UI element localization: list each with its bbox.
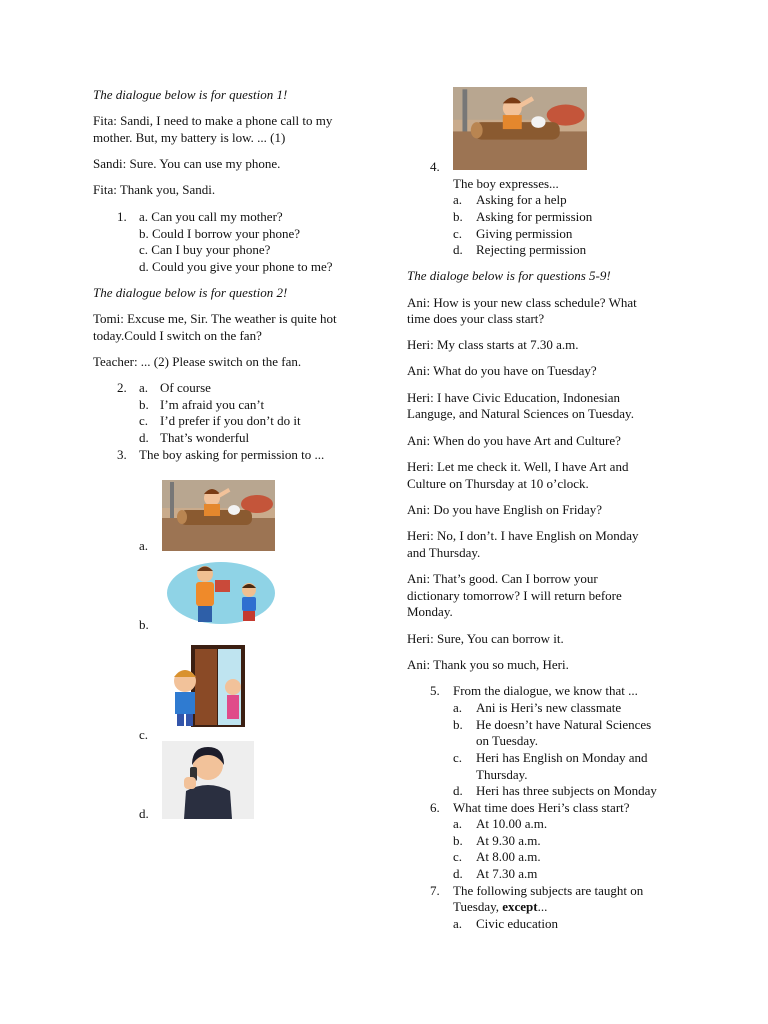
question-4-letter: b. [453, 209, 463, 224]
question-3-letter: d. [139, 806, 149, 821]
question-5-option: on Tuesday. [476, 733, 539, 748]
question-6-letter: d. [453, 866, 463, 881]
question-6-number: 6. [430, 800, 440, 815]
question-5-number: 5. [430, 683, 440, 698]
phone-call-illustration [162, 741, 254, 819]
question-3-number: 3. [117, 447, 127, 462]
question-4-letter: d. [453, 242, 463, 257]
question-7-text-pre: Tuesday, [453, 899, 503, 914]
question-4-letter: a. [453, 192, 463, 207]
question-6-letter: a. [453, 816, 463, 831]
question-3-letter: a. [139, 538, 149, 553]
question-6-letter: c. [453, 849, 463, 864]
question-2-option: That’s wonderful [160, 430, 250, 445]
dialogue-3-line: Ani: When do you have Art and Culture? [407, 433, 621, 448]
dialogue-3-line: Ani: Thank you so much, Heri. [407, 657, 569, 672]
question-7-text: The following subjects are taught on [453, 883, 644, 898]
question-2-letter: d. [139, 430, 149, 445]
door-knock-illustration [163, 643, 249, 729]
dialogue-3-line: dictionary tomorrow? I will return before [407, 588, 622, 603]
question-3-letter: b. [139, 617, 149, 632]
flood-boy-illustration [453, 87, 587, 170]
question-7-text-post: ... [537, 899, 548, 914]
question-6-option: At 9.30 a.m. [476, 833, 541, 848]
question-7-except: except [502, 899, 538, 914]
question-2-letter: a. [139, 380, 149, 395]
dialogue-3-line: Heri: Let me check it. Well, I have Art and [407, 459, 629, 474]
question-2-option: I’d prefer if you don’t do it [160, 413, 301, 428]
dialogue-1-line: Fita: Thank you, Sandi. [93, 182, 216, 197]
question-2-letter: b. [139, 397, 149, 412]
question-6-option: At 7.30 a.m [476, 866, 538, 881]
question-1-option: d. Could you give your phone to me? [139, 259, 333, 274]
dialogue-3-line: Heri: My class starts at 7.30 a.m. [407, 337, 579, 352]
book-exchange-illustration [165, 560, 278, 626]
dialogue-2-heading: The dialogue below is for question 2! [93, 285, 288, 300]
question-4-option: Rejecting permission [476, 242, 587, 257]
dialogue-3-line: and Thursday. [407, 545, 481, 560]
dialogue-3-line: Heri: No, I don’t. I have English on Monday [407, 528, 639, 543]
dialogue-3-line: Heri: I have Civic Education, Indonesian [407, 390, 620, 405]
question-4-letter: c. [453, 226, 463, 241]
question-5-option: Heri has English on Monday and [476, 750, 648, 765]
question-4-text: The boy expresses... [453, 176, 559, 191]
question-5-letter: d. [453, 783, 463, 798]
dialogue-2-line: Tomi: Excuse me, Sir. The weather is quite hot [93, 311, 337, 326]
dialogue-3-line: time does your class start? [407, 311, 545, 326]
question-5-letter: c. [453, 750, 463, 765]
question-3-text: The boy asking for permission to ... [139, 447, 325, 462]
dialogue-3-line: Languge, and Natural Sciences on Tuesday. [407, 406, 634, 421]
question-3-letter: c. [139, 727, 149, 742]
dialogue-3-line: Ani: How is your new class schedule? What [407, 295, 637, 310]
question-7-letter: a. [453, 916, 463, 931]
question-5-option: Thursday. [476, 767, 528, 782]
question-1-number: 1. [117, 209, 127, 224]
question-5-letter: a. [453, 700, 463, 715]
question-6-text: What time does Heri’s class start? [453, 800, 630, 815]
question-4-option: Asking for a help [476, 192, 567, 207]
dialogue-3-line: Culture on Thursday at 10 o’clock. [407, 476, 589, 491]
question-5-option: Heri has three subjects on Monday [476, 783, 657, 798]
question-7-option: Civic education [476, 916, 558, 931]
dialogue-3-line: Ani: Do you have English on Friday? [407, 502, 602, 517]
question-5-letter: b. [453, 717, 463, 732]
dialogue-2-line: Teacher: ... (2) Please switch on the fan. [93, 354, 302, 369]
dialogue-3-heading: The dialoge below is for questions 5-9! [407, 268, 611, 283]
question-4-option: Asking for permission [476, 209, 593, 224]
dialogue-3-line: Ani: What do you have on Tuesday? [407, 363, 597, 378]
question-6-letter: b. [453, 833, 463, 848]
question-5-text: From the dialogue, we know that ... [453, 683, 638, 698]
dialogue-3-line: Heri: Sure, You can borrow it. [407, 631, 564, 646]
dialogue-1-line: Fita: Sandi, I need to make a phone call to my [93, 113, 333, 128]
question-1-option: b. Could I borrow your phone? [139, 226, 301, 241]
question-1-option: a. Can you call my mother? [139, 209, 283, 224]
question-7-text [453, 899, 547, 916]
question-6-option: At 8.00 a.m. [476, 849, 541, 864]
question-2-letter: c. [139, 413, 149, 428]
question-2-option: Of course [160, 380, 211, 395]
question-7-number: 7. [430, 883, 440, 898]
dialogue-2-line: today.Could I switch on the fan? [93, 328, 262, 343]
dialogue-1-heading: The dialogue below is for question 1! [93, 87, 288, 102]
question-4-number: 4. [430, 159, 440, 174]
dialogue-1-line: mother. But, my battery is low. ... (1) [93, 130, 286, 145]
question-5-option: He doesn’t have Natural Sciences [476, 717, 652, 732]
question-1-option: c. Can I buy your phone? [139, 242, 271, 257]
dialogue-3-line: Ani: That’s good. Can I borrow your [407, 571, 598, 586]
flood-boy-illustration [162, 480, 275, 551]
question-2-option: I’m afraid you can’t [160, 397, 265, 412]
question-6-option: At 10.00 a.m. [476, 816, 548, 831]
question-4-option: Giving permission [476, 226, 573, 241]
dialogue-1-line: Sandi: Sure. You can use my phone. [93, 156, 281, 171]
dialogue-3-line: Monday. [407, 604, 453, 619]
question-2-number: 2. [117, 380, 127, 395]
question-5-option: Ani is Heri’s new classmate [476, 700, 622, 715]
